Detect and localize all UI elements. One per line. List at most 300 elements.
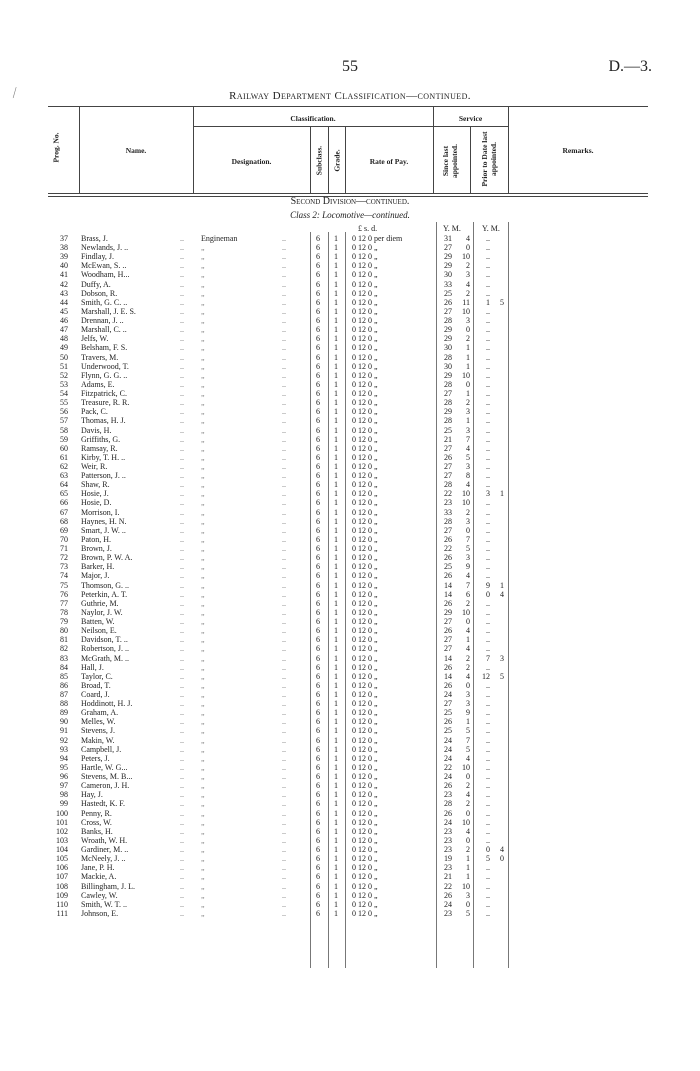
subclass-cell: 6 <box>316 863 320 873</box>
since-months-cell: 7 <box>466 434 470 444</box>
designation-cell: „ <box>201 571 205 581</box>
leader-dots: .. <box>282 234 286 243</box>
grade-cell: 1 <box>334 854 338 864</box>
name-cell: Barker, H. <box>81 562 115 572</box>
since-years-cell: 33 <box>444 279 452 289</box>
rate-of-pay-cell: 0 12 0 „ <box>352 908 378 918</box>
since-months-cell: 1 <box>466 635 470 645</box>
subclass-cell: 6 <box>316 580 320 590</box>
since-months-cell: 11 <box>462 297 470 307</box>
rate-of-pay-cell: 0 12 0 „ <box>352 781 378 791</box>
leader-dots: .. <box>282 270 286 280</box>
since-months-cell: 9 <box>466 562 470 572</box>
grade-cell: 1 <box>334 607 338 617</box>
prior-years-cell: .. <box>486 325 490 335</box>
table-row <box>0 289 700 298</box>
leader-dots: .. <box>282 352 286 362</box>
grade-cell: 1 <box>334 699 338 709</box>
prog-no-cell: 57 <box>60 416 68 426</box>
since-years-cell: 28 <box>444 799 452 809</box>
table-row <box>0 498 700 507</box>
rate-of-pay-cell: 0 12 0 „ <box>352 744 378 754</box>
table-row <box>0 745 700 754</box>
subclass-cell: 6 <box>316 462 320 471</box>
leader-dots: .. <box>282 261 286 271</box>
grade-cell: 1 <box>334 389 338 399</box>
rate-of-pay-cell: 0 12 0 „ <box>352 753 378 763</box>
designation-cell: „ <box>201 735 205 745</box>
rate-of-pay-cell: 0 12 0 „ <box>352 553 378 563</box>
since-years-cell: 19 <box>444 854 452 864</box>
leader-dots: .. <box>282 899 286 909</box>
leader-dots: .. <box>180 872 184 882</box>
designation-cell: „ <box>201 680 205 690</box>
header-service: Service <box>458 114 483 123</box>
prior-years-cell: .. <box>486 389 490 399</box>
name-cell: Ramsay, R. <box>81 443 118 453</box>
table-row <box>0 608 700 617</box>
leader-dots: .. <box>180 662 184 672</box>
subclass-cell: 6 <box>316 708 320 718</box>
rate-of-pay-cell: 0 12 0 „ <box>352 288 378 298</box>
subclass-cell: 6 <box>316 361 320 371</box>
subclass-cell: 6 <box>316 507 320 517</box>
since-years-cell: 28 <box>444 379 452 389</box>
since-years-cell: 28 <box>444 416 452 426</box>
prog-no-cell: 67 <box>60 507 68 517</box>
rate-of-pay-cell: 0 12 0 „ <box>352 598 378 608</box>
subclass-cell: 6 <box>316 854 320 864</box>
rate-of-pay-cell: 0 12 0 „ <box>352 772 378 782</box>
leader-dots: .. <box>282 407 286 417</box>
leader-dots: .. <box>282 516 286 526</box>
since-years-cell: 24 <box>444 899 452 909</box>
leader-dots: .. <box>282 635 286 645</box>
since-years-cell: 30 <box>444 270 452 280</box>
table-row <box>0 845 700 854</box>
prior-years-cell: .. <box>486 416 490 426</box>
designation-cell: „ <box>201 507 205 517</box>
since-months-cell: 4 <box>466 279 470 289</box>
grade-cell: 1 <box>334 361 338 371</box>
prior-years-cell: 3 <box>486 489 490 499</box>
designation-cell: „ <box>201 607 205 617</box>
subclass-cell: 6 <box>316 452 320 462</box>
subclass-cell: 6 <box>316 443 320 453</box>
prior-years-cell: .. <box>486 352 490 362</box>
prior-years-cell: .. <box>486 534 490 544</box>
prog-no-cell: 52 <box>60 370 68 380</box>
table-row <box>0 416 700 425</box>
subclass-cell: 6 <box>316 516 320 526</box>
designation-cell: „ <box>201 252 205 262</box>
since-months-cell: 10 <box>462 607 470 617</box>
prior-years-cell: .. <box>486 343 490 353</box>
prog-no-cell: 48 <box>60 334 68 344</box>
name-cell: Jelfs, W. <box>81 334 109 344</box>
rate-of-pay-cell: 0 12 0 „ <box>352 352 378 362</box>
grade-cell: 1 <box>334 708 338 718</box>
table-row <box>0 717 700 726</box>
designation-cell: „ <box>201 690 205 699</box>
leader-dots: .. <box>282 845 286 855</box>
designation-cell: „ <box>201 379 205 389</box>
prior-years-cell: .. <box>486 434 490 444</box>
since-years-cell: 29 <box>444 252 452 262</box>
leader-dots: .. <box>282 471 286 481</box>
prior-years-cell: .. <box>486 790 490 800</box>
subclass-cell: 6 <box>316 352 320 362</box>
since-years-cell: 27 <box>444 389 452 399</box>
since-years-cell: 23 <box>444 498 452 508</box>
subclass-cell: 6 <box>316 899 320 909</box>
since-months-cell: 2 <box>466 598 470 608</box>
subclass-cell: 6 <box>316 735 320 745</box>
since-years-cell: 28 <box>444 480 452 490</box>
since-months-cell: 0 <box>466 680 470 690</box>
grade-cell: 1 <box>334 653 338 663</box>
subclass-cell: 6 <box>316 416 320 426</box>
leader-dots: .. <box>180 288 184 298</box>
leader-dots: .. <box>180 452 184 462</box>
rate-of-pay-cell: 0 12 0 „ <box>352 279 378 289</box>
unit-pay: £ s. d. <box>358 224 378 233</box>
prior-years-cell: .. <box>486 726 490 736</box>
name-cell: Adams, E. <box>81 379 115 389</box>
leader-dots: .. <box>282 534 286 544</box>
prog-no-cell: 75 <box>60 580 68 590</box>
leader-dots: .. <box>282 744 286 754</box>
rate-of-pay-cell: 0 12 0 „ <box>352 343 378 353</box>
rate-of-pay-cell: 0 12 0 „ <box>352 370 378 380</box>
rate-of-pay-cell: 0 12 0 „ <box>352 854 378 864</box>
table-row <box>0 362 700 371</box>
leader-dots: .. <box>180 571 184 581</box>
name-cell: Major, J. <box>81 571 110 581</box>
designation-cell: „ <box>201 334 205 344</box>
name-cell: Morrison, I. <box>81 507 120 517</box>
leader-dots: .. <box>180 425 184 435</box>
name-cell: Jane, P. H. <box>81 863 115 873</box>
subclass-cell: 6 <box>316 908 320 918</box>
leader-dots: .. <box>180 434 184 444</box>
prior-years-cell: .. <box>486 708 490 718</box>
since-years-cell: 27 <box>444 443 452 453</box>
since-months-cell: 3 <box>466 316 470 326</box>
prior-years-cell: .. <box>486 553 490 563</box>
rate-of-pay-cell: 0 12 0 „ <box>352 790 378 800</box>
grade-cell: 1 <box>334 899 338 909</box>
prog-no-cell: 104 <box>56 845 68 855</box>
subclass-cell: 6 <box>316 598 320 608</box>
since-months-cell: 7 <box>466 580 470 590</box>
subclass-cell: 6 <box>316 717 320 727</box>
subclass-cell: 6 <box>316 325 320 335</box>
since-months-cell: 10 <box>462 881 470 891</box>
subclass-cell: 6 <box>316 826 320 836</box>
rate-of-pay-cell: 0 12 0 „ <box>352 425 378 435</box>
prog-no-cell: 76 <box>60 589 68 599</box>
since-years-cell: 31 <box>444 234 452 243</box>
designation-cell: „ <box>201 261 205 271</box>
designation-cell: „ <box>201 416 205 426</box>
leader-dots: .. <box>282 598 286 608</box>
since-months-cell: 5 <box>466 544 470 554</box>
subclass-cell: 6 <box>316 890 320 900</box>
since-months-cell: 0 <box>466 379 470 389</box>
rate-of-pay-cell: 0 12 0 „ <box>352 899 378 909</box>
leader-dots: .. <box>180 781 184 791</box>
grade-cell: 1 <box>334 562 338 572</box>
prior-years-cell: .. <box>486 872 490 882</box>
designation-cell: „ <box>201 790 205 800</box>
rate-of-pay-cell: 0 12 0 „ <box>352 398 378 408</box>
leader-dots: .. <box>282 252 286 262</box>
name-cell: Cross, W. <box>81 817 112 827</box>
designation-cell: „ <box>201 270 205 280</box>
grade-cell: 1 <box>334 744 338 754</box>
since-months-cell: 4 <box>466 671 470 681</box>
prior-years-cell: .. <box>486 334 490 344</box>
since-years-cell: 25 <box>444 562 452 572</box>
name-cell: Hall, J. <box>81 662 104 672</box>
leader-dots: .. <box>180 854 184 864</box>
rate-of-pay-cell: 0 12 0 „ <box>352 644 378 654</box>
name-cell: Neilson, E. <box>81 626 117 636</box>
name-cell: Haynes, H. N. <box>81 516 127 526</box>
document-reference: D.—3. <box>608 58 652 75</box>
prog-no-cell: 110 <box>56 899 68 909</box>
prior-months-cell: 1 <box>500 489 504 499</box>
leader-dots: .. <box>282 507 286 517</box>
prog-no-cell: 58 <box>60 425 68 435</box>
prog-no-cell: 78 <box>60 607 68 617</box>
designation-cell: „ <box>201 425 205 435</box>
since-years-cell: 14 <box>444 589 452 599</box>
table-row <box>0 900 700 909</box>
since-months-cell: 10 <box>462 252 470 262</box>
since-months-cell: 3 <box>466 462 470 471</box>
name-cell: McNeely, J. .. <box>81 854 126 864</box>
table-row <box>0 909 700 918</box>
rate-of-pay-cell: 0 12 0 „ <box>352 799 378 809</box>
prior-years-cell: .. <box>486 398 490 408</box>
leader-dots: .. <box>180 562 184 572</box>
designation-cell: „ <box>201 762 205 772</box>
rate-of-pay-cell: 0 12 0 „ <box>352 462 378 471</box>
table-row <box>0 544 700 553</box>
since-months-cell: 1 <box>466 872 470 882</box>
designation-cell: „ <box>201 863 205 873</box>
grade-cell: 1 <box>334 908 338 918</box>
name-cell: McEwan, S. .. <box>81 261 127 271</box>
prog-no-cell: 107 <box>56 872 68 882</box>
leader-dots: .. <box>282 890 286 900</box>
rate-of-pay-cell: 0 12 0 „ <box>352 826 378 836</box>
prior-years-cell: .. <box>486 498 490 508</box>
leader-dots: .. <box>282 589 286 599</box>
since-months-cell: 4 <box>466 644 470 654</box>
leader-dots: .. <box>180 297 184 307</box>
prior-years-cell: 7 <box>486 653 490 663</box>
since-months-cell: 4 <box>466 790 470 800</box>
designation-cell: „ <box>201 772 205 782</box>
grade-cell: 1 <box>334 288 338 298</box>
prog-no-cell: 88 <box>60 699 68 709</box>
leader-dots: .. <box>180 617 184 627</box>
prog-no-cell: 105 <box>56 854 68 864</box>
name-cell: Batten, W. <box>81 617 115 627</box>
prior-years-cell: .. <box>486 443 490 453</box>
name-cell: Drennan, J. .. <box>81 316 124 326</box>
since-months-cell: 0 <box>466 899 470 909</box>
prog-no-cell: 77 <box>60 598 68 608</box>
subclass-cell: 6 <box>316 635 320 645</box>
table-row <box>0 517 700 526</box>
subclass-cell: 6 <box>316 243 320 253</box>
since-years-cell: 26 <box>444 717 452 727</box>
since-months-cell: 3 <box>466 425 470 435</box>
prog-no-cell: 79 <box>60 617 68 627</box>
since-months-cell: 10 <box>462 762 470 772</box>
table-row <box>0 535 700 544</box>
rate-of-pay-cell: 0 12 0 „ <box>352 452 378 462</box>
section-subtitle: Class 2: Locomotive—continued. <box>290 210 410 220</box>
leader-dots: .. <box>180 598 184 608</box>
leader-dots: .. <box>180 726 184 736</box>
subclass-cell: 6 <box>316 252 320 262</box>
prog-no-cell: 94 <box>60 753 68 763</box>
prog-no-cell: 43 <box>60 288 68 298</box>
since-years-cell: 27 <box>444 462 452 471</box>
since-months-cell: 2 <box>466 781 470 791</box>
leader-dots: .. <box>282 306 286 316</box>
since-months-cell: 4 <box>466 480 470 490</box>
since-months-cell: 4 <box>466 826 470 836</box>
rate-of-pay-cell: 0 12 0 „ <box>352 306 378 316</box>
prior-years-cell: .. <box>486 370 490 380</box>
rate-of-pay-cell: 0 12 0 „ <box>352 680 378 690</box>
grade-cell: 1 <box>334 297 338 307</box>
rate-of-pay-cell: 0 12 0 „ <box>352 480 378 490</box>
prior-years-cell: .. <box>486 480 490 490</box>
since-years-cell: 23 <box>444 826 452 836</box>
since-months-cell: 1 <box>466 389 470 399</box>
prog-no-cell: 82 <box>60 644 68 654</box>
prior-months-cell: 5 <box>500 671 504 681</box>
grade-cell: 1 <box>334 525 338 535</box>
prior-years-cell: .. <box>486 462 490 471</box>
table-row <box>0 353 700 362</box>
leader-dots: .. <box>282 562 286 572</box>
since-months-cell: 3 <box>466 407 470 417</box>
grade-cell: 1 <box>334 735 338 745</box>
prog-no-cell: 65 <box>60 489 68 499</box>
designation-cell: „ <box>201 243 205 253</box>
prior-years-cell: 12 <box>482 671 490 681</box>
leader-dots: .. <box>180 845 184 855</box>
name-cell: Findlay, J. <box>81 252 115 262</box>
rate-of-pay-cell: 0 12 0 per diem <box>352 234 403 243</box>
leader-dots: .. <box>282 480 286 490</box>
name-cell: Duffy, A. <box>81 279 111 289</box>
since-months-cell: 1 <box>466 863 470 873</box>
leader-dots: .. <box>282 854 286 864</box>
since-months-cell: 1 <box>466 416 470 426</box>
leader-dots: .. <box>282 443 286 453</box>
subclass-cell: 6 <box>316 553 320 563</box>
grade-cell: 1 <box>334 690 338 699</box>
since-years-cell: 14 <box>444 580 452 590</box>
prog-no-cell: 86 <box>60 680 68 690</box>
name-cell: Melles, W. <box>81 717 116 727</box>
leader-dots: .. <box>180 462 184 471</box>
prior-years-cell: .. <box>486 826 490 836</box>
designation-cell: „ <box>201 534 205 544</box>
prior-years-cell: .. <box>486 516 490 526</box>
since-months-cell: 2 <box>466 261 470 271</box>
since-years-cell: 29 <box>444 325 452 335</box>
header-grade: Grade. <box>332 149 342 172</box>
table-row <box>0 891 700 900</box>
page-number: 55 <box>342 58 358 75</box>
rate-of-pay-cell: 0 12 0 „ <box>352 626 378 636</box>
leader-dots: .. <box>180 471 184 481</box>
leader-dots: .. <box>180 498 184 508</box>
since-months-cell: 2 <box>466 507 470 517</box>
since-years-cell: 26 <box>444 680 452 690</box>
leader-dots: .. <box>282 881 286 891</box>
rate-of-pay-cell: 0 12 0 „ <box>352 316 378 326</box>
name-cell: Brown, P. W. A. <box>81 553 133 563</box>
since-months-cell: 8 <box>466 471 470 481</box>
table-row <box>0 699 700 708</box>
since-years-cell: 25 <box>444 425 452 435</box>
designation-cell: „ <box>201 352 205 362</box>
grade-cell: 1 <box>334 772 338 782</box>
rate-of-pay-cell: 0 12 0 „ <box>352 325 378 335</box>
subclass-cell: 6 <box>316 297 320 307</box>
leader-dots: .. <box>282 781 286 791</box>
designation-cell: „ <box>201 562 205 572</box>
prog-no-cell: 91 <box>60 726 68 736</box>
leader-dots: .. <box>180 489 184 499</box>
header-designation: Designation. <box>231 157 272 166</box>
prior-years-cell: 9 <box>486 580 490 590</box>
rate-of-pay-cell: 0 12 0 „ <box>352 498 378 508</box>
since-years-cell: 26 <box>444 626 452 636</box>
since-years-cell: 24 <box>444 735 452 745</box>
subclass-cell: 6 <box>316 772 320 782</box>
since-months-cell: 9 <box>466 708 470 718</box>
name-cell: Naylor, J. W. <box>81 607 123 617</box>
prior-years-cell: .. <box>486 452 490 462</box>
name-cell: Paton, H. <box>81 534 111 544</box>
name-cell: Marshall, J. E. S. <box>81 306 136 316</box>
since-months-cell: 0 <box>466 617 470 627</box>
leader-dots: .. <box>282 708 286 718</box>
margin-mark: ⁄ <box>11 86 19 101</box>
since-years-cell: 26 <box>444 297 452 307</box>
prog-no-cell: 64 <box>60 480 68 490</box>
prog-no-cell: 53 <box>60 379 68 389</box>
since-months-cell: 4 <box>466 626 470 636</box>
since-years-cell: 29 <box>444 407 452 417</box>
leader-dots: .. <box>180 352 184 362</box>
prog-no-cell: 69 <box>60 525 68 535</box>
designation-cell: „ <box>201 325 205 335</box>
since-months-cell: 0 <box>466 325 470 335</box>
